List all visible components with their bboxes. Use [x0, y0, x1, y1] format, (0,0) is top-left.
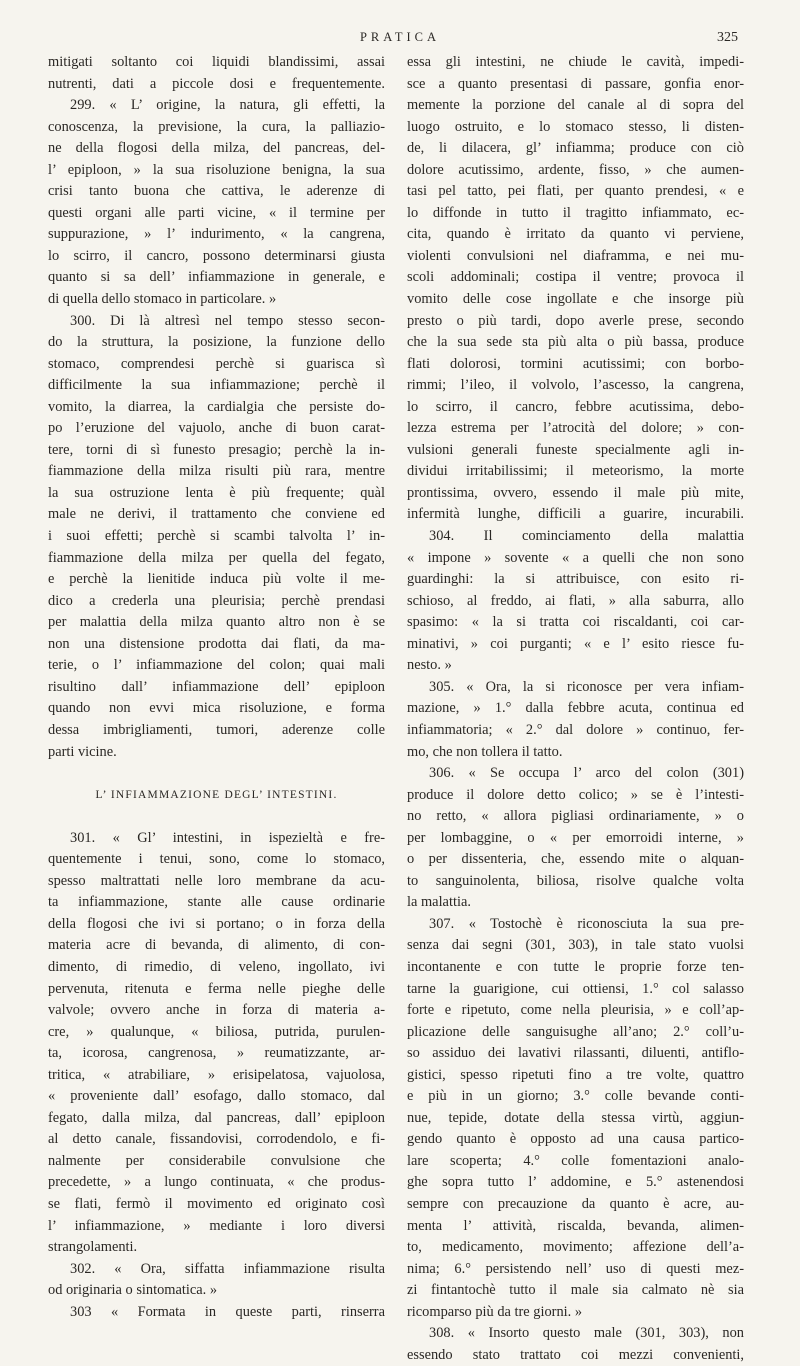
text-line: essa gli intestini, ne chiude le cavità, impedi- — [407, 54, 744, 70]
text-line: suppurazione, » l’ indurimento, « la cangrena, — [48, 226, 385, 243]
text-line: risultino dall’ infiammazione dell’ epiploon — [48, 678, 385, 695]
text-line: stomaco, comprendesi perchè si guarisca sì — [48, 355, 385, 372]
text-line: ricomparso più da tre giorni. » — [407, 1303, 583, 1320]
text-line: fegato, dalla milza, dal pancreas, dall’ epiploon — [48, 1109, 385, 1126]
text-line: questi organi alle parti vicine, « il termine per — [48, 204, 385, 221]
text-line: po l’eruzione del vajuolo, anche di buon carat- — [48, 420, 385, 437]
text-line: se flati, fermò il movimento ed originato così — [48, 1195, 385, 1212]
text-line: lezza estrema per l’atrocità del dolore; » con- — [407, 420, 744, 437]
text-line: di quella dello stomaco in particolare. » — [48, 291, 277, 308]
text-line: sempre con precauzione da quanto è acre, au- — [407, 1195, 744, 1212]
text-line: i suoi effetti; perchè si scambi talvolta l’ in- — [48, 528, 385, 545]
text-line: l’ epiploon, » la sua risoluzione benigna, la sua — [48, 161, 385, 178]
text-line: ta infiammazione, stante alle cause ordinarie — [48, 894, 385, 911]
text-line: senza dai segni (301, 303), in tale stato vuolsi — [407, 937, 744, 954]
text-line: presto o più tardi, dopo averle prese, secondo — [407, 312, 744, 329]
text-line: non una distensione prodotta dai flati, da ma- — [48, 635, 385, 652]
text-line: schioso, al freddo, ai flati, » alla saburra, allo — [407, 592, 744, 609]
text-line: valvole; ovvero anche in forza di materia a- — [48, 1002, 385, 1019]
text-line: mazione, » 1.° dalla febbre acuta, continua ed — [407, 700, 744, 717]
text-line: della flogosi che ivi si portano; o in forza della — [48, 915, 385, 932]
text-line: 300. Di là altresì nel tempo stesso secon- — [70, 312, 385, 329]
text-line: strangolamenti. — [48, 1239, 138, 1256]
text-line: 308. « Insorto questo male (301, 303), non — [429, 1325, 744, 1342]
text-line: lo diffonde in tutto il tragitto infiammato, ec- — [407, 204, 744, 221]
text-line: conoscenza, la previsione, la cura, la palliazio- — [48, 118, 385, 135]
text-line: male ne derivi, il trattamento che conviene ed — [48, 506, 385, 523]
text-line: lo scirro, il cancro, possono determinarsi giusta — [48, 247, 385, 264]
text-line: pervenuta, ritenuta e ferma nelle pieghe delle — [48, 980, 385, 997]
text-line: per malattia della milza quanto altro non è se — [48, 614, 385, 631]
text-line: luogo ostruito, e lo stomaco stesso, li disten- — [407, 118, 744, 135]
text-line: cita, quando è irritato da quanto vi perviene, — [407, 226, 744, 243]
text-line: che la sua sede sta più alta o più bassa, produce — [407, 334, 744, 351]
text-line: dimento, di rimedio, di veleno, ingollato, ivi — [48, 958, 385, 975]
text-line: quando non evvi mica risoluzione, e forma — [48, 700, 385, 717]
text-line: guardinghi: la si attribuisce, con esito ri- — [407, 571, 744, 588]
text-line: dessa imbrigliamenti, tumori, aderenze colle — [48, 721, 385, 738]
text-line: 304. Il cominciamento della malattia — [429, 528, 744, 545]
text-line: tere, torni di sì funesto presagio; perchè la in- — [48, 441, 385, 458]
text-line: infiammatoria; « 2.° dal dolore » continuo, fer- — [407, 721, 744, 738]
text-line: tasi pel tatto, pei flati, per quanto prendesi, « e — [407, 183, 744, 200]
text-line: l’ infiammazione, » mediante i loro diversi — [48, 1217, 385, 1234]
text-line: « impone » sovente « a quelli che non sono — [407, 549, 744, 566]
text-line: nutrenti, dati a piccole dosi e frequentemente. — [48, 75, 385, 92]
left-column — [48, 52, 385, 1323]
running-title: PRATICA — [359, 30, 441, 44]
text-line: gendo quanto è opposto ad una causa partico- — [407, 1131, 744, 1148]
text-line: violenti convulsioni nel diaframma, e nei mu- — [407, 247, 744, 264]
text-line: al detto canale, fissandovisi, corrodendolo, e fi- — [48, 1131, 385, 1148]
text-line: parti vicine. — [48, 743, 117, 760]
text-line: e perchè la lienitide induca più volte il me- — [48, 571, 385, 588]
text-line: nima; 6.° persistendo nell’ uso di questi mez- — [407, 1260, 744, 1277]
text-line: so assiduo dei lavativi rilassanti, diluenti, antiflo- — [407, 1045, 744, 1062]
section-heading: L’ INFIAMMAZIONE DEGL’ INTESTINI. — [95, 788, 338, 801]
text-line: dico a crederla una pleurisia; perchè prendasi — [48, 592, 385, 609]
text-line: fiammazione della milza risulti più rara, mentre — [48, 463, 385, 480]
spacer — [48, 763, 385, 785]
text-line: vulsioni generali funeste specialmente agli in- — [407, 441, 744, 458]
text-line: to sanguinolenta, biliosa, risolve qualche volta — [407, 872, 744, 889]
text-line: crisi tanto buona che cattiva, le aderenze di — [48, 183, 385, 200]
text-line: nue, tepide, dotate della stessa virtù, aggiun- — [407, 1109, 744, 1126]
text-line: flati dolorosi, tormini acutissimi; con borbo- — [407, 355, 744, 372]
text-line: nesto. » — [407, 657, 452, 674]
text-line: 303 « Formata in queste parti, rinserra — [70, 1303, 385, 1320]
text-line: mitigati soltanto coi liquidi blandissimi, assai — [48, 54, 385, 70]
text-line: spasimo: « la si tratta coi riscaldanti, coi car- — [407, 614, 744, 631]
text-line: fiammazione della milza per quella del fegato, — [48, 549, 385, 566]
text-line: memente la porzione del canale al di sopra del — [407, 97, 744, 114]
text-line: vomito, la diarrea, la cardialgia che persiste do- — [48, 398, 385, 415]
text-line: nalmente per considerabile convulsione che — [48, 1152, 385, 1169]
text-line: to, medicamento, movimento; affezione dell’a- — [407, 1239, 744, 1256]
text-line: infermità lunghe, difficili a guarire, incurabili. — [407, 506, 744, 523]
text-line: lo scirro, il cancro, febbre acutissima, debo- — [407, 398, 744, 415]
running-head — [0, 30, 800, 52]
text-line: precedette, » a lungo continuata, « che produs- — [48, 1174, 385, 1191]
text-line: dolore acutissimo, ardente, fisso, » che aumen- — [407, 161, 744, 178]
text-line: tarne la guarigione, cui ottiensi, 1.° col salasso — [407, 980, 744, 997]
text-line: lare scoperta; 4.° colle fomentazioni analo- — [407, 1152, 744, 1169]
text-line: 302. « Ora, siffatta infiammazione risulta — [70, 1260, 385, 1277]
text-line: od originaria o sintomatica. » — [48, 1282, 218, 1299]
text-line: no retto, « allora pigliasi ordinariamente, » o — [407, 808, 744, 825]
text-line: menta l’ attività, riscalda, bevanda, alimen- — [407, 1217, 744, 1234]
text-line: o per dissenteria, che, essendo mite o alquan- — [407, 851, 744, 868]
text-line: quentemente i tenui, sono, come lo stomaco, — [48, 851, 385, 868]
text-line: de, li dilacera, gl’ infiamma; produce con ciò — [407, 140, 744, 157]
text-line: tritica, « atrabiliare, » erisipelatosa, vajuolosa, — [48, 1066, 385, 1083]
text-line: essendo stato trattato coi mezzi convenienti, — [407, 1346, 744, 1363]
text-line: 301. « Gl’ intestini, in ispezieltà e fre- — [70, 829, 385, 846]
text-line: materia acre di bevanda, di alimento, di con- — [48, 937, 385, 954]
text-line: incontanente e con tutte le proprie forze ten- — [407, 958, 744, 975]
text-line: « proveniente dall’ esofago, dallo stomaco, dal — [48, 1088, 385, 1105]
text-line: rimmi; l’ileo, il volvolo, l’ascesso, la cangrena, — [407, 377, 744, 394]
text-line: 307. « Tostochè è riconosciuta la sua pre- — [429, 915, 744, 932]
text-line: 305. « Ora, la si riconosce per vera infiam- — [429, 678, 744, 695]
text-line: dividui irritabilissimi; il meteorismo, la morte — [407, 463, 744, 480]
text-line: produce il dolore detto colico; » se è l’intesti- — [407, 786, 744, 803]
text-line: mo, che non tollera il tatto. — [407, 743, 563, 760]
text-line: sce a quanto presentasi di passare, gonfia enor- — [407, 75, 744, 92]
text-line: la sua ostruzione lenta è più frequente; quàl — [48, 484, 385, 501]
text-line: per lombaggine, o « per emorroidi interne, » — [407, 829, 744, 846]
text-line: minativi, » coi purganti; « e l’ esito riesce fu- — [407, 635, 744, 652]
text-line: zi fintantochè tutto il male sia calmato nè sia — [407, 1282, 744, 1299]
text-line: difficilmente la sua infiammazione; perchè il — [48, 377, 385, 394]
text-line: do la struttura, la posizione, la funzione dello — [48, 334, 385, 351]
text-line: 299. « L’ origine, la natura, gli effetti, la — [70, 97, 385, 114]
text-line: cre, » qualunque, « biliosa, putrida, purulen- — [48, 1023, 385, 1040]
text-line: e più in un giorno; 3.° colle bevande conti- — [407, 1088, 744, 1105]
text-line: la malattia. — [407, 894, 471, 911]
spacer — [48, 806, 385, 828]
text-line: forte e ripetuto, come nella pleurisia, » e coll’ap- — [407, 1002, 744, 1019]
text-line: ghe sopra tutto l’ addomine, e 5.° astenendosi — [407, 1174, 744, 1191]
text-line: gistici, spesso ripetuti fino a tre volte, quattro — [407, 1066, 744, 1083]
text-line: scoli addominali; costipa il ventre; provoca il — [407, 269, 744, 286]
text-line: prontissima, ovvero, essendo il male più mite, — [407, 484, 744, 501]
text-line: 306. « Se occupa l’ arco del colon (301) — [429, 765, 744, 782]
page-number: 325 — [717, 30, 738, 45]
text-line: ta, icorosa, cangrenosa, » reumatizzante, ar- — [48, 1045, 385, 1062]
text-line: terie, o l’ infiammazione del colon; quai mali — [48, 657, 385, 674]
text-line: ne della flogosi della milza, del pancreas, del- — [48, 140, 385, 157]
text-line: plicazione delle sanguisughe all’ano; 2.° coll’u- — [407, 1023, 744, 1040]
right-column — [407, 52, 744, 1366]
text-line: spesso maltrattati nelle loro membrane da acu- — [48, 872, 385, 889]
text-line: vomito delle cose ingollate e che insorge più — [407, 291, 744, 308]
text-line: quanto si sa dell’ infiammazione in generale, e — [48, 269, 385, 286]
